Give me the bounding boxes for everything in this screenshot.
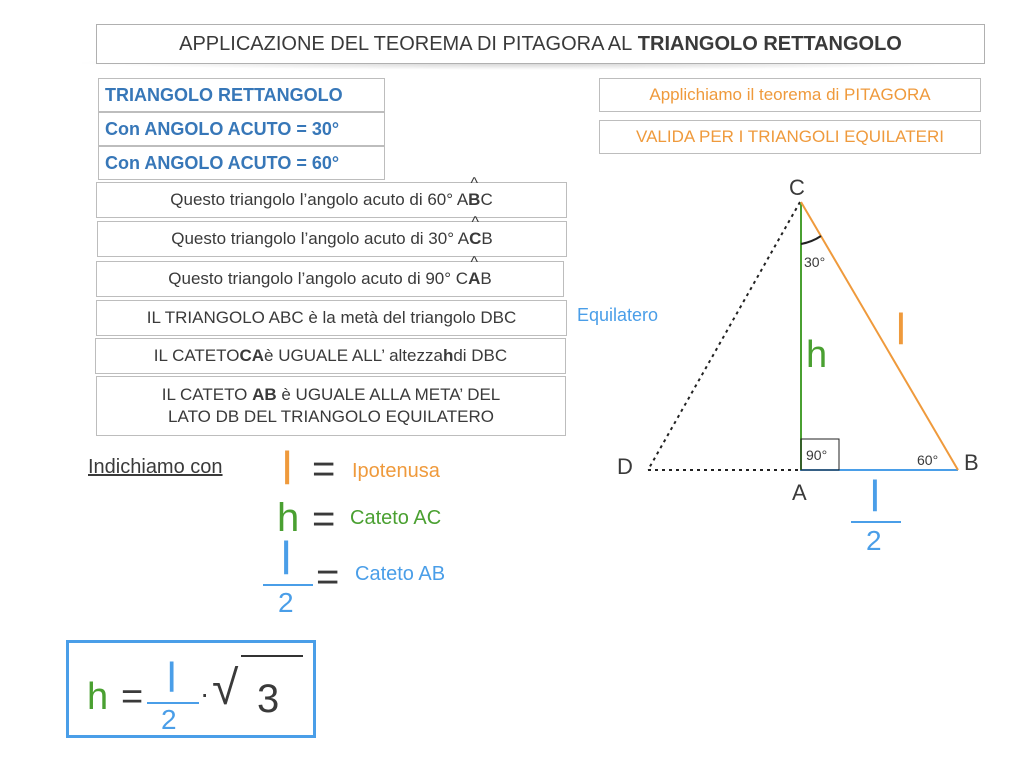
height-label: h xyxy=(806,334,828,376)
vertex-d-label: D xyxy=(617,454,633,479)
hypotenuse-label: l xyxy=(896,305,906,354)
page-title-normal: APPLICAZIONE DEL TEOREMA DI PITAGORA AL xyxy=(179,32,633,55)
angle30-label: Con ANGOLO ACUTO = 30° xyxy=(105,118,340,139)
triangle-type-label: TRIANGOLO RETTANGOLO xyxy=(105,84,343,105)
legend-half-numerator: l xyxy=(281,532,292,584)
page-title-bold: TRIANGOLO RETTANGOLO xyxy=(637,32,902,55)
statement-angle-90-suffix: B xyxy=(480,269,492,288)
s5-e: di DBC xyxy=(453,346,508,365)
valid-equilateral-label: VALIDA PER I TRIANGOLI EQUILATERI xyxy=(636,127,944,146)
formula-numerator: l xyxy=(167,654,177,701)
s5-c: è UGUALE ALL’ altezza xyxy=(264,346,443,365)
legend-h-meaning: Cateto AC xyxy=(350,507,442,529)
vertex-b: B xyxy=(468,190,481,209)
legend-h-symbol: h xyxy=(277,496,300,540)
angle60-label: Con ANGOLO ACUTO = 60° xyxy=(105,152,340,173)
hat-symbol: ^ xyxy=(470,175,479,192)
statement-angle-60-suffix: C xyxy=(480,190,493,209)
side-cd-dashed xyxy=(648,202,800,470)
angle-c-label: 30° xyxy=(804,254,826,270)
statement-angle-30-prefix: Questo triangolo l’angolo acuto di 30° A xyxy=(171,229,470,248)
half-base-numerator: l xyxy=(870,472,880,521)
half-base-fraction-bar xyxy=(851,521,901,523)
hat-symbol: ^ xyxy=(470,254,478,271)
s5-b: CA xyxy=(239,346,265,365)
legend-equals-2: = xyxy=(312,497,336,541)
s6-c: è UGUALE ALLA META’ DEL xyxy=(276,385,501,404)
s6-b: AB xyxy=(252,385,277,404)
legend-l-symbol: l xyxy=(282,442,293,494)
legend-equals-1: = xyxy=(312,447,336,491)
half-base-denominator: 2 xyxy=(866,525,882,556)
vertex-b-label: B xyxy=(964,450,979,475)
legend-l-meaning: Ipotenusa xyxy=(352,460,440,482)
statement-half-triangle-text: IL TRIANGOLO ABC è la metà del triangolo DBC xyxy=(146,308,517,327)
vertex-a: A xyxy=(468,269,481,288)
formula-h: h xyxy=(87,676,109,718)
statement-cateto-ab-line2: LATO DB DEL TRIANGOLO EQUILATERO xyxy=(168,407,494,426)
legend-half-denominator: 2 xyxy=(278,587,294,618)
legend-equals-3: = xyxy=(316,555,340,599)
equilatero-label: Equilatero xyxy=(577,305,659,325)
apply-theorem-label: Applichiamo il teorema di PITAGORA xyxy=(649,85,931,104)
vertex-c-label: C xyxy=(789,175,805,200)
formula-root-icon: √ xyxy=(212,662,239,715)
statement-angle-60-prefix: Questo triangolo l’angolo acuto di 60° A xyxy=(170,190,469,209)
angle-a-label: 90° xyxy=(806,447,828,463)
statement-angle-90-prefix: Questo triangolo l’angolo acuto di 90° C xyxy=(168,269,469,288)
vertex-a-label: A xyxy=(792,480,807,505)
angle-b-label: 60° xyxy=(917,452,939,468)
formula-radicand: 3 xyxy=(257,677,280,721)
hat-symbol: ^ xyxy=(471,214,480,231)
legend-intro: Indichiamo con xyxy=(88,456,223,478)
statement-angle-30-suffix: B xyxy=(481,229,493,248)
formula-dot: · xyxy=(200,678,210,709)
s6-a: IL CATETO xyxy=(161,385,253,404)
vertex-c: C xyxy=(469,229,482,248)
legend-half-meaning: Cateto AB xyxy=(355,563,446,585)
formula-equals: = xyxy=(121,676,144,718)
angle-c-arc xyxy=(801,236,821,244)
s5-a: IL CATETO xyxy=(153,346,240,365)
formula-denominator: 2 xyxy=(161,704,177,735)
s5-d: h xyxy=(442,346,454,365)
